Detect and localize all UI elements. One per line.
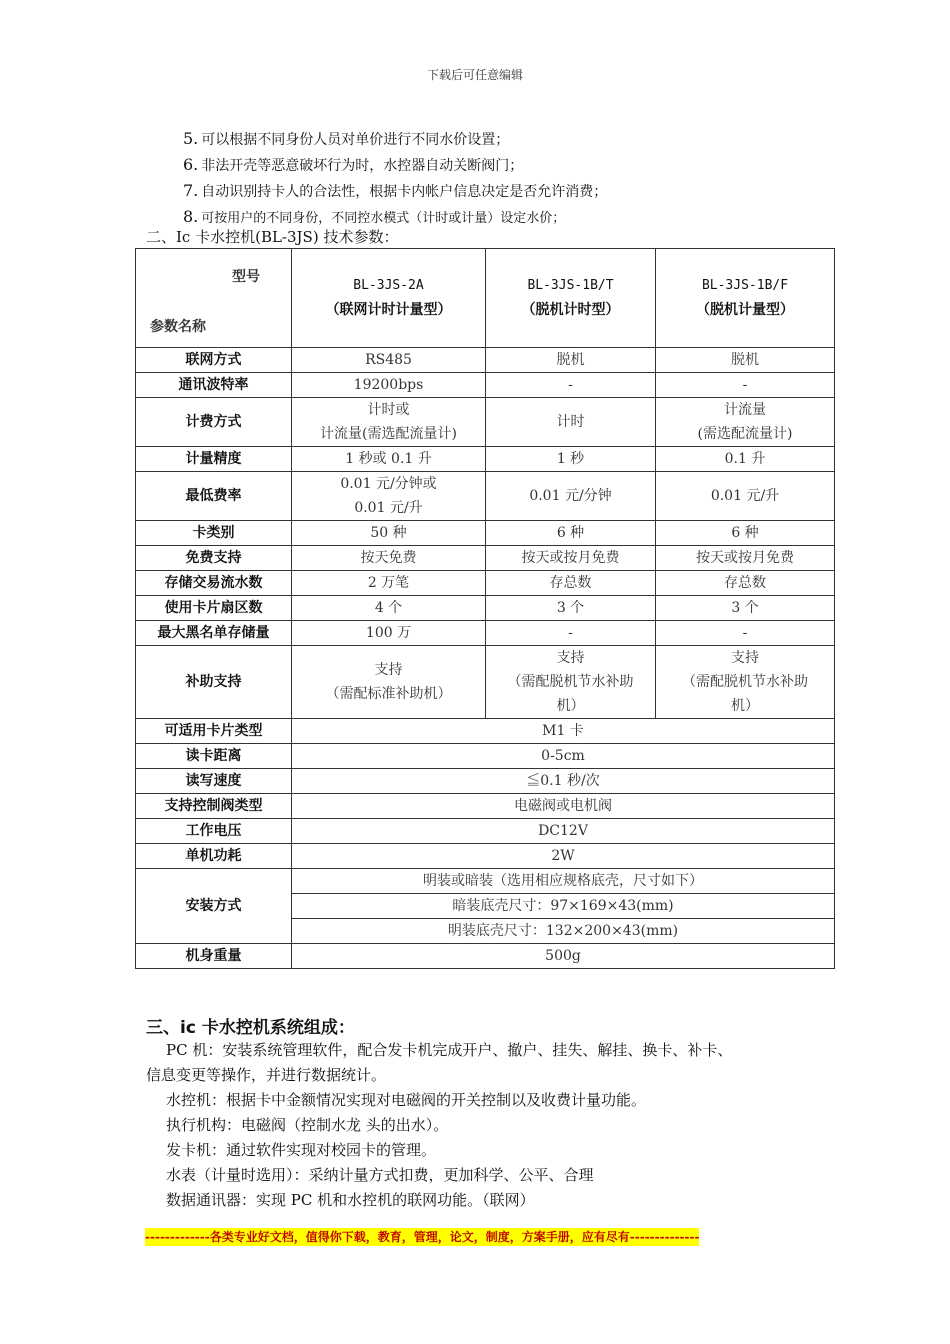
cell-line: 1 秒或 0.1 升 xyxy=(345,451,432,467)
param-label: 单机功耗 xyxy=(136,844,292,869)
param-value xyxy=(656,571,835,596)
system-description xyxy=(146,1038,826,1213)
cell-line: 4 个 xyxy=(374,600,403,616)
param-value xyxy=(292,348,486,373)
paragraph-line: PC 机：安装系统管理软件，配合发卡机完成开户、撤户、挂失、解挂、换卡、补卡、 xyxy=(166,1041,733,1059)
param-value xyxy=(486,373,656,398)
cell-line: 支持 xyxy=(374,662,403,678)
cell-line: 0.01 元/分钟 xyxy=(529,488,612,504)
table-row xyxy=(136,521,835,546)
feature-list xyxy=(183,126,823,230)
table-row xyxy=(136,944,835,969)
paragraph-line: 信息变更等操作，并进行数据统计。 xyxy=(146,1066,387,1084)
table-row xyxy=(136,373,835,398)
param-value xyxy=(292,596,486,621)
table-header-row xyxy=(136,249,835,348)
param-value xyxy=(656,546,835,571)
param-value: ≦0.1 秒/次 xyxy=(292,769,835,794)
param-value xyxy=(656,646,835,719)
param-value: DC12V xyxy=(292,819,835,844)
cell-line: - xyxy=(742,377,748,393)
param-value xyxy=(656,521,835,546)
table-row xyxy=(136,472,835,521)
param-value xyxy=(656,398,835,447)
param-value xyxy=(656,447,835,472)
footer-banner: -------------各类专业好文档，值得你下载，教育，管理，论文，制度，方案手册，应有尽有-------------- xyxy=(145,1230,700,1244)
cell-line: 1 秒 xyxy=(556,451,585,467)
model-header: BL-3JS-2A （联网计时计量型） xyxy=(292,249,486,348)
param-value xyxy=(486,646,656,719)
param-label: 计费方式 xyxy=(136,398,292,447)
param-label: 通讯波特率 xyxy=(136,373,292,398)
table-row xyxy=(136,794,835,819)
corner-model-label: 型号 xyxy=(232,269,260,285)
param-label: 存储交易流水数 xyxy=(136,571,292,596)
param-value: 明装底壳尺寸：132×200×43(mm) xyxy=(292,919,835,944)
table-row xyxy=(136,447,835,472)
param-value xyxy=(292,546,486,571)
param-label: 机身重量 xyxy=(136,944,292,969)
cell-line: 2 万笔 xyxy=(367,575,410,591)
param-value xyxy=(486,447,656,472)
cell-line: 机） xyxy=(731,698,759,714)
cell-line: RS485 xyxy=(365,352,412,368)
table-row xyxy=(136,844,835,869)
param-value xyxy=(486,521,656,546)
param-label: 支持控制阀类型 xyxy=(136,794,292,819)
param-value: 500g xyxy=(292,944,835,969)
cell-line: - xyxy=(742,625,748,641)
cell-line: （需配标准补助机） xyxy=(325,686,452,702)
param-value xyxy=(292,646,486,719)
cell-line: 脱机 xyxy=(731,352,759,368)
cell-line: 计流量 xyxy=(724,402,766,418)
param-value xyxy=(656,596,835,621)
table-row xyxy=(136,596,835,621)
cell-line: - xyxy=(568,625,573,641)
cell-line: （需配脱机节水补助 xyxy=(507,674,634,690)
cell-line: 按天或按月免费 xyxy=(521,550,620,566)
param-value: 明装或暗装（选用相应规格底壳，尺寸如下） xyxy=(292,869,835,894)
param-label: 计量精度 xyxy=(136,447,292,472)
section-title: 二、Ic 卡水控机(BL-3JS) 技术参数： xyxy=(146,228,399,246)
param-value xyxy=(292,373,486,398)
page-header: 下载后可任意编辑 xyxy=(426,68,523,82)
section-title: 三、ic 卡水控机系统组成： xyxy=(146,1018,355,1038)
param-label: 读写速度 xyxy=(136,769,292,794)
param-label: 联网方式 xyxy=(136,348,292,373)
param-value xyxy=(292,621,486,646)
cell-line: 19200bps xyxy=(353,377,424,393)
cell-line: 3 个 xyxy=(556,600,585,616)
table-row xyxy=(136,571,835,596)
cell-line: 计流量(需选配流量计) xyxy=(320,426,457,442)
paragraph-line: 水控机：根据卡中金额情况实现对电磁阀的开关控制以及收费计量功能。 xyxy=(166,1091,647,1109)
cell-line: 100 万 xyxy=(365,625,412,641)
param-label: 工作电压 xyxy=(136,819,292,844)
param-label: 使用卡片扇区数 xyxy=(136,596,292,621)
cell-line: 50 种 xyxy=(370,525,407,541)
paragraph-line: 数据通讯器：实现 PC 机和水控机的联网功能。（联网） xyxy=(166,1191,535,1209)
cell-line: 按天免费 xyxy=(360,550,417,566)
param-value xyxy=(486,398,656,447)
param-value xyxy=(292,398,486,447)
list-item: 7. 自动识别持卡人的合法性，根据卡内帐户信息决定是否允许消费； xyxy=(183,181,608,200)
cell-line: 存总数 xyxy=(724,575,766,591)
paragraph-line: 执行机构：电磁阀（控制水龙 头的出水）。 xyxy=(166,1116,449,1134)
param-value xyxy=(292,447,486,472)
param-value xyxy=(486,472,656,521)
cell-line: 计时 xyxy=(556,414,585,430)
table-row xyxy=(136,769,835,794)
param-label: 可适用卡片类型 xyxy=(136,719,292,744)
cell-line: 脱机 xyxy=(556,352,585,368)
param-label: 安装方式 xyxy=(136,869,292,944)
param-value: 0-5cm xyxy=(292,744,835,769)
paragraph-line: 水表（计量时选用）：采纳计量方式扣费，更加科学、公平、合理 xyxy=(166,1166,594,1184)
param-label: 最大黑名单存储量 xyxy=(136,621,292,646)
param-value xyxy=(486,621,656,646)
param-value xyxy=(656,348,835,373)
cell-line: 3 个 xyxy=(731,600,759,616)
param-value xyxy=(486,348,656,373)
param-value xyxy=(292,472,486,521)
model-header: BL-3JS-1B/F （脱机计量型） xyxy=(656,249,835,348)
param-label: 免费支持 xyxy=(136,546,292,571)
table-row xyxy=(136,546,835,571)
param-value xyxy=(656,373,835,398)
cell-line: 按天或按月免费 xyxy=(696,550,794,566)
cell-line: （需配脱机节水补助 xyxy=(682,674,808,690)
list-item: 8. 可按用户的不同身份，不同控水模式（计时或计量）设定水价； xyxy=(183,207,566,226)
cell-line: 6 种 xyxy=(731,525,759,541)
table-row xyxy=(136,744,835,769)
table-row xyxy=(136,398,835,447)
param-value xyxy=(486,546,656,571)
param-value: M1 卡 xyxy=(292,719,835,744)
cell-line: 0.1 升 xyxy=(724,451,766,467)
model-header: BL-3JS-1B/T （脱机计时型） xyxy=(486,249,656,348)
param-value xyxy=(292,571,486,596)
cell-line: - xyxy=(568,377,573,393)
cell-line: 0.01 元/升 xyxy=(710,488,780,504)
param-value xyxy=(486,571,656,596)
list-item: 6. 非法开壳等恶意破坏行为时，水控器自动关断阀门； xyxy=(183,155,524,174)
param-value xyxy=(486,596,656,621)
cell-line: 存总数 xyxy=(549,575,592,591)
param-value xyxy=(292,521,486,546)
cell-line: 0.01 元/分钟或 xyxy=(340,476,437,492)
spec-table xyxy=(135,248,835,969)
corner-cell xyxy=(136,249,292,348)
paragraph-line: 发卡机：通过软件实现对校园卡的管理。 xyxy=(166,1141,437,1159)
cell-line: 支持 xyxy=(556,650,585,666)
table-row xyxy=(136,646,835,719)
table-row xyxy=(136,348,835,373)
param-label: 读卡距离 xyxy=(136,744,292,769)
param-label: 最低费率 xyxy=(136,472,292,521)
cell-line: (需选配流量计) xyxy=(697,426,793,442)
table-row xyxy=(136,621,835,646)
table-row xyxy=(136,819,835,844)
param-label: 卡类别 xyxy=(136,521,292,546)
param-value: 2W xyxy=(292,844,835,869)
cell-line: 0.01 元/升 xyxy=(354,500,423,516)
param-value xyxy=(656,621,835,646)
cell-line: 计时或 xyxy=(367,402,410,418)
table-row xyxy=(136,719,835,744)
table-row xyxy=(136,869,835,894)
cell-line: 6 种 xyxy=(556,525,585,541)
param-value: 电磁阀或电机阀 xyxy=(292,794,835,819)
cell-line: 机） xyxy=(556,698,585,714)
param-value: 暗装底壳尺寸：97×169×43(mm) xyxy=(292,894,835,919)
cell-line: 支持 xyxy=(731,650,759,666)
corner-param-label: 参数名称 xyxy=(150,319,206,335)
param-value xyxy=(656,472,835,521)
list-item: 5. 可以根据不同身份人员对单价进行不同水价设置； xyxy=(183,129,510,148)
param-label: 补助支持 xyxy=(136,646,292,719)
